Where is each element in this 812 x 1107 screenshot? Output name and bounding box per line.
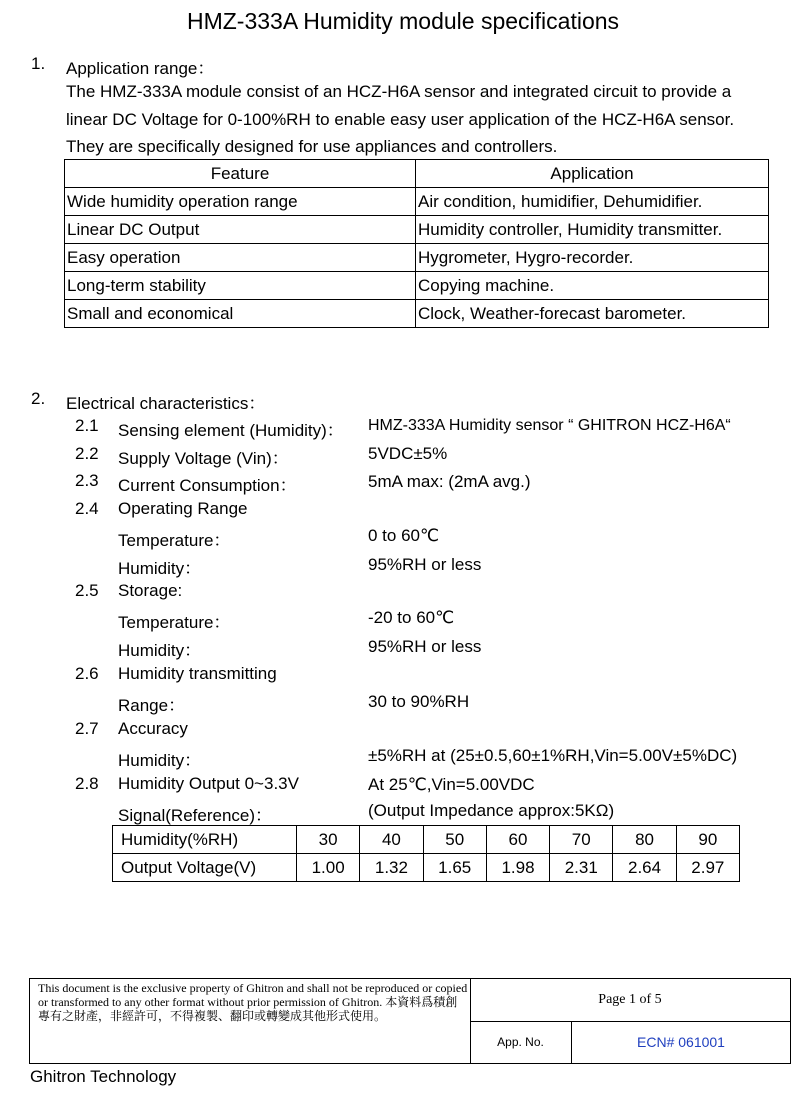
feature-cell: Small and economical: [65, 300, 416, 328]
row-label-humidity: Humidity(%RH): [113, 826, 297, 854]
spec-value: 0 to 60℃: [368, 526, 440, 545]
page-number: Page 1 of 5: [598, 992, 662, 1007]
humidity-cell: 60: [486, 826, 549, 854]
table-header-row: [65, 160, 769, 188]
application-cell: Clock, Weather-forecast barometer.: [416, 300, 769, 328]
voltage-cell: 1.98: [486, 854, 549, 882]
table-row: [65, 188, 769, 216]
section-1-line-3: They are specifically designed for use appliances and controllers.: [66, 137, 558, 156]
feature-application-table: [64, 159, 769, 328]
spec-label: Humidity：: [118, 641, 202, 660]
spec-number: 2.1: [75, 416, 99, 435]
section-1-number: 1.: [31, 54, 46, 73]
spec-number: 2.4: [75, 499, 99, 518]
spec-value: HMZ-333A Humidity sensor “ GHITRON HCZ-H6A“: [368, 417, 731, 434]
feature-cell: Easy operation: [65, 244, 416, 272]
humidity-cell: 30: [297, 826, 360, 854]
table-row: [65, 244, 769, 272]
spec-number: 2.3: [75, 471, 99, 490]
spec-label: Temperature：: [118, 613, 231, 632]
section-1-line-2: linear DC Voltage for 0-100%RH to enable easy user application of the HCZ-H6A sensor.: [66, 110, 735, 129]
spec-label: Humidity：: [118, 751, 202, 770]
section-2-number: 2.: [31, 389, 46, 408]
humidity-cell: 90: [676, 826, 739, 854]
company-name: Ghitron Technology: [30, 1067, 177, 1086]
spec-value: -20 to 60℃: [368, 608, 455, 627]
humidity-cell: 40: [360, 826, 423, 854]
voltage-cell: 1.00: [297, 854, 360, 882]
table-row: [65, 216, 769, 244]
column-header-feature: Feature: [65, 160, 416, 188]
spec-label: Accuracy: [118, 719, 188, 738]
feature-cell: Wide humidity operation range: [65, 188, 416, 216]
spec-label: Supply Voltage (Vin)：: [118, 449, 289, 468]
section-2-heading: Electrical characteristics：: [66, 394, 266, 413]
table-row: [113, 826, 740, 854]
voltage-cell: 1.32: [360, 854, 423, 882]
section-1-heading: Application range：: [66, 59, 215, 78]
spec-label: Temperature：: [118, 531, 231, 550]
spec-value: 5mA max: (2mA avg.): [368, 472, 531, 491]
spec-label: Humidity Output 0~3.3V: [118, 774, 299, 793]
footer-divider: [470, 1021, 790, 1022]
section-1-line-1: The HMZ-333A module consist of an HCZ-H6A sensor and integrated circuit to provide a: [66, 82, 732, 101]
application-cell: Hygrometer, Hygro-recorder.: [416, 244, 769, 272]
table-row: [113, 854, 740, 882]
humidity-cell: 80: [613, 826, 676, 854]
humidity-cell: 70: [550, 826, 613, 854]
page-title: HMZ-333A Humidity module specifications: [186, 8, 620, 34]
voltage-cell: 2.64: [613, 854, 676, 882]
application-cell: Air condition, humidifier, Dehumidifier.: [416, 188, 769, 216]
spec-value: 95%RH or less: [368, 637, 482, 656]
spec-value: (Output Impedance approx:5KΩ): [368, 801, 615, 820]
footer-box: [29, 978, 791, 1064]
spec-label: Humidity：: [118, 559, 202, 578]
spec-value: 30 to 90%RH: [368, 692, 470, 711]
spec-number: 2.5: [75, 581, 99, 600]
spec-label: Humidity transmitting: [118, 664, 277, 683]
spec-number: 2.2: [75, 444, 99, 463]
voltage-cell: 1.65: [423, 854, 486, 882]
copyright-notice: This document is the exclusive property of Ghitron and shall not be reproduced or copied or transformed to any other format without prior permission of Ghitron. 本資料爲積創專有之財產，非經許可，不得複製、翻印或轉變成其他形式使用。: [38, 981, 468, 1023]
spec-label: Operating Range: [118, 499, 248, 518]
spec-label: Signal(Reference)：: [118, 806, 273, 825]
spec-value: 95%RH or less: [368, 555, 482, 574]
column-header-application: Application: [416, 160, 769, 188]
voltage-cell: 2.31: [550, 854, 613, 882]
voltage-cell: 2.97: [676, 854, 739, 882]
spec-value: 5VDC±5%: [368, 444, 448, 463]
humidity-cell: 50: [423, 826, 486, 854]
output-voltage-table: [112, 825, 740, 882]
spec-label: Range：: [118, 696, 186, 715]
spec-value: At 25℃,Vin=5.00VDC: [368, 775, 535, 794]
application-cell: Humidity controller, Humidity transmitter.: [416, 216, 769, 244]
feature-cell: Linear DC Output: [65, 216, 416, 244]
spec-label: Current Consumption：: [118, 476, 297, 495]
table-row: [65, 300, 769, 328]
spec-value: ±5%RH at (25±0.5,60±1%RH,Vin=5.00V±5%DC): [368, 746, 738, 765]
feature-cell: Long-term stability: [65, 272, 416, 300]
table-row: [65, 272, 769, 300]
app-no-label: App. No.: [497, 1035, 544, 1049]
application-cell: Copying machine.: [416, 272, 769, 300]
spec-label: Sensing element (Humidity)：: [118, 421, 344, 440]
spec-number: 2.6: [75, 664, 99, 683]
ecn-number: ECN# 061001: [637, 1034, 725, 1050]
row-label-voltage: Output Voltage(V): [113, 854, 297, 882]
spec-label: Storage:: [118, 581, 183, 600]
spec-number: 2.7: [75, 719, 99, 738]
spec-number: 2.8: [75, 774, 99, 793]
